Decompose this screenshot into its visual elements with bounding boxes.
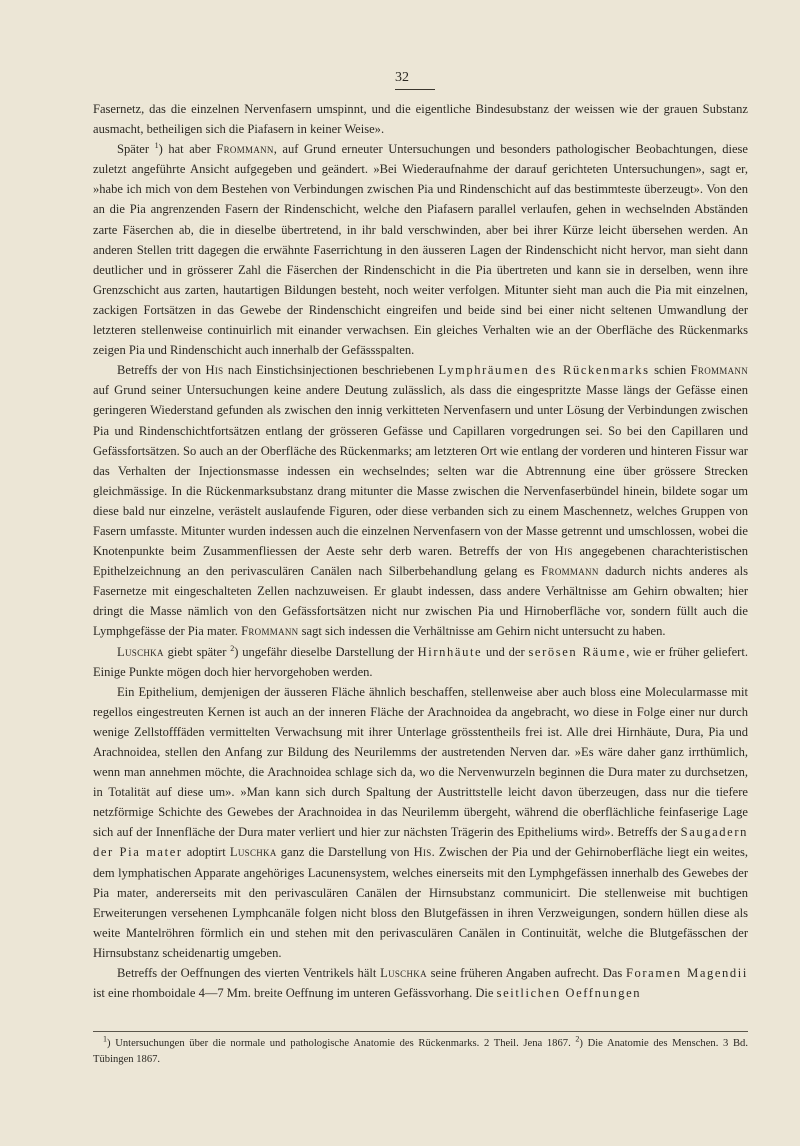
paragraph	[93, 642, 748, 682]
spaced-term: Saugadern der Pia mater	[93, 825, 748, 860]
text-run: ist eine rhomboidale 4—7 Mm. breite Oeffnung im unteren Gefässvorhang. Die	[93, 986, 497, 1001]
paragraph	[93, 963, 748, 1003]
text-run: dadurch nichts anderes als Fasernetze mit eingeschalteten Zellen nachzuweisen. Er glaubt indessen, dass andere Verhältnisse am Gehirn obwalten; hier dringt die Masse nämlich von den Gefässfortsätzen nicht nur zwischen Pia und Hirnoberfläche vor, sondern füllt auch die Lymphgefässe der Pia mater.	[93, 564, 748, 639]
text-run: Betreffs der Oeffnungen des vierten Ventrikels hält	[117, 966, 381, 981]
text-run: . Zwischen der Pia und der Gehirnoberfläche liegt ein weites, dem lymphatischen Apparate angehöriges Lacunensystem, welches einerseits mit den Lymphgefässen innerhalb des Gewebes der Pia mater, andererseits mit den perivasculären Canälen der Hirnsubstanz communicirt. Die stellenweise mit buchtigen Erweiterungen versehenen Lymphcanäle folgen nicht bloss den Blutgefässen in ihren Verzweigungen, sondern hüllen diese als weite Mantelröhren förmlich ein und stehen mit den perivasculären Canälen in Continuität, welche die Blutgefässchen der Hirnsubstanz scheidenartig umgeben.	[93, 845, 748, 960]
page-number: 32	[395, 70, 409, 85]
footnote	[93, 1036, 748, 1067]
author-name: Luschka	[117, 644, 164, 659]
body-text	[93, 99, 748, 1003]
author-name: His	[554, 544, 573, 559]
text-run: , auf Grund erneuter Untersuchungen und besonders pathologischer Beobachtungen, diese zuletzt angeführte Ansicht aufgegeben und geändert. »Bei Wiederaufnahme der darauf gerichteten Untersuchungen», sagt er, »habe ich mich von dem Bestehen von Verbindungen zwischen Pia und Rindenschicht auf das bestimmteste überzeugt». Von den an die Pia angrenzenden Fasern der Rindenschicht, welche den Piafasern parallel verlaufen, gehen in wechselnden Abständen zarte Fäserchen ab, die in dieselbe übertretend, in ihr bald verschwinden, aber bei ihrer Kürze leicht übersehen werden. An anderen Stellen tritt dagegen die erwähnte Faserrichtung in den äusseren Lagen der Rindenschicht nicht hervor, man sieht dann deutlicher und in grösserer Zahl die Fäserchen der Rindenschicht in die Pia übertreten und kann sie in derselben, wenn ihre Grenzschicht aus zarten, hautartigen Bildungen besteht, noch weiter verfolgen. Mitunter sieht man auch die Pia mit einzelnen, zackigen Fortsätzen in das Gewebe der Rindenschicht eingreifen und beide sind bei einer nicht seltenen Umwandlung der letzteren stellenweise continuirlich mit einander verwachsen. Ein gleiches Verhalten wie an der Oberfläche des Rückenmarks zeigen Pia und Rindenschicht auch innerhalb der Gefässspalten.	[93, 142, 748, 358]
text-run: Ein Epithelium, demjenigen der äusseren Fläche ähnlich beschaffen, stellenweise aber auch bloss eine Molecularmasse mit regellos eingestreuten Kernen ist auch an der inneren Fläche der Arachnoidea da angebracht, wo diese in Folge einer nur durch wenige Zellstofffäden vermittelten Verwachsung mit ihrer Unterlage grösstentheils frei ist. Alle drei Hirnhäute, Dura, Pia und Arachnoidea, stellen den Anfang zur Bildung des Neurilemms der austretenden Nerven dar. »Es wäre daher ganz irrthümlich, wenn man annehmen möchte, die Arachnoidea schlage sich da, wo die Nervenwurzeln beginnen die Dura mater zu durchsetzen, in Totalität auf diese um». »Man kann sich durch Spaltung der Austrittstelle leicht davon überzeugen, dass nur die tiefere netzförmige Schichte des Gewebes der Arachnoidea in das Neurilemm übergeht, während die oberflächliche feinfaserige Lage sich auf der Innenfläche der Dura mater verliert und hier zur nächsten Trägerin des Epitheliums wird». Betreffs der	[93, 684, 748, 840]
paragraph	[93, 682, 748, 963]
spaced-term: Foramen Magendii	[625, 966, 748, 981]
text-run: adoptirt	[182, 845, 230, 860]
author-name: Luschka	[229, 845, 277, 860]
text-run: Betreffs der von	[117, 363, 206, 378]
text-run: nach Einstichsinjectionen beschriebenen	[223, 363, 439, 378]
footnote-rule	[93, 1031, 748, 1032]
text-run: ) hat aber	[158, 142, 217, 157]
author-name: Frommann	[216, 142, 274, 157]
text-run: ) ungefähr dieselbe Darstellung der	[234, 644, 418, 659]
text-run: angegebenen charachteristischen Epithelzeichnung an den perivasculären Canälen nach Silberbehandlung gelang es	[93, 544, 748, 579]
footnotes	[93, 1036, 748, 1067]
paragraph	[93, 139, 748, 360]
text-run: ) Untersuchungen über die normale und pathologische Anatomie des Rückenmarks. 2 Theil. Jena 1867.	[107, 1038, 576, 1049]
page-number-rule	[395, 89, 435, 90]
spaced-term: Lymphräumen des Rückenmarks	[438, 363, 650, 378]
spaced-term: serösen Räume	[528, 644, 627, 659]
footnote-marker: 2	[230, 643, 235, 653]
author-name: His	[205, 363, 224, 378]
text-run: ) Die Anatomie des Menschen. 3 Bd. Tübingen 1867.	[93, 1038, 748, 1065]
footnote-marker: 2	[575, 1034, 580, 1044]
text-run: und der	[482, 644, 529, 659]
author-name: Luschka	[380, 966, 427, 981]
text-run: Später	[117, 142, 155, 157]
author-name: Frommann	[690, 363, 748, 378]
text-run: , wie er früher geliefert. Einige Punkte mögen doch hier hervorgehoben werden.	[93, 644, 748, 679]
author-name: His	[413, 845, 432, 860]
paragraph	[93, 99, 748, 139]
text-run: seine früheren Angaben aufrecht. Das	[426, 966, 626, 981]
footnote-marker: 1	[154, 141, 159, 151]
text-run: ganz die Darstellung von	[276, 845, 414, 860]
footnote-marker: 1	[103, 1034, 107, 1044]
paragraph	[93, 360, 748, 641]
author-name: Frommann	[241, 624, 299, 639]
text-run: sagt sich indessen die Verhältnisse am Gehirn nicht untersucht zu haben.	[298, 624, 666, 639]
spaced-term: Hirnhäute	[417, 644, 483, 659]
text-run: Fasernetz, das die einzelnen Nervenfasern umspinnt, und die eigentliche Bindesubstanz der weissen wie der grauen Substanz ausmacht, betheiligen sich die Piafasern in keiner Weise».	[93, 102, 748, 137]
text-run: auf Grund seiner Untersuchungen keine andere Deutung zulässlich, als dass die eingespritzte Masse längs der Gefässe einen geringeren Wiederstand gefunden als zwischen den innig verkitteten Nervenfasern und unter Lösung der Verbindungen zwischen Pia und Rindenschichtfortsätzen entlang der grösseren Gefässe und Capillaren vorgedrungen sei. So bei den Capillaren und Gefässfortsätzen. So auch an der Oberfläche des Rückenmarks; am letzteren Ort wie entlang der vorderen und hinteren Fissur war das Verhalten der Injectionsmasse indessen ein wechselndes; selten war die Abtrennung eine über grössere Strecken gleichmässige. In die Rückenmarksubstanz drang mitunter die Masse zwischen die Nervenfaserbündel hinein, bildete sogar um diese bald nur einzelne, verästelt auslaufende Figuren, oder diese verbanden sich zu einem Maschennetz, welches Gruppen von Fasern umfasste. Mitunter wurden indessen auch die einzelnen Nervenfasern von der Masse getrennt und umschlossen, wobei die Knotenpunkte beim Zusammenfliessen der Aeste sehr derb waren. Betreffs der von	[93, 383, 748, 559]
text-run: giebt später	[163, 644, 231, 659]
spaced-term: seitlichen Oeffnungen	[496, 986, 642, 1001]
author-name: Frommann	[541, 564, 599, 579]
text-run: schien	[649, 363, 691, 378]
